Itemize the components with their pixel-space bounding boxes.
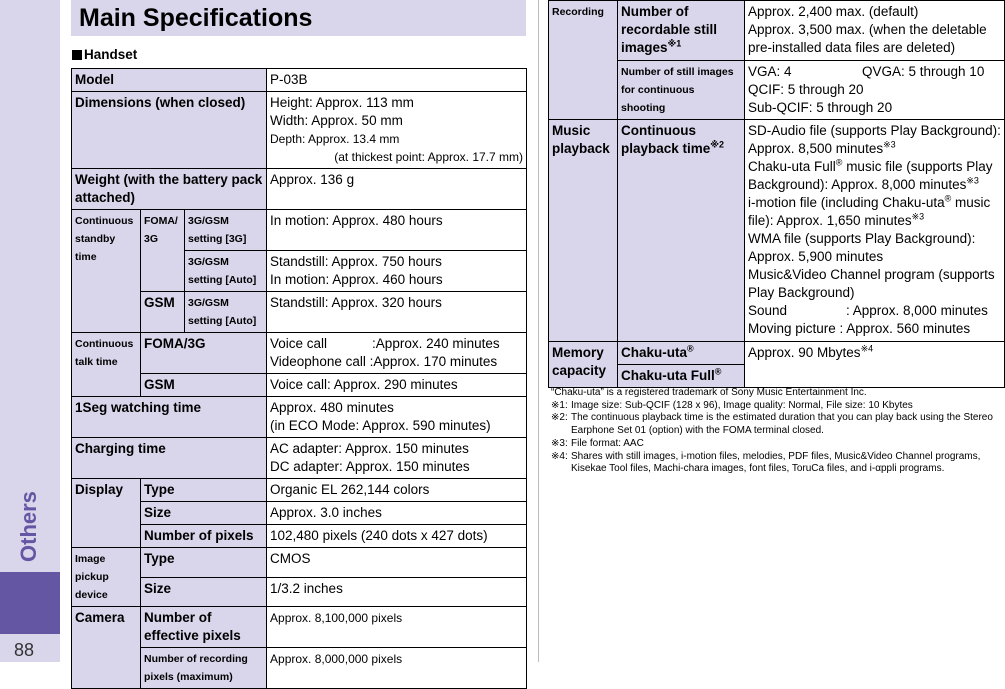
table-row — [72, 577, 527, 607]
table-row — [72, 548, 527, 578]
spec-sublabel — [618, 120, 745, 342]
spec-sublabel: FOMA/3G — [141, 333, 267, 374]
spec-label: Music playback — [549, 120, 618, 342]
rec-vga: VGA: 4 — [748, 64, 792, 79]
music-chaku-full — [748, 158, 1001, 194]
footnote — [551, 400, 1004, 413]
spec-value — [267, 397, 527, 438]
spec-sublabel: GSM — [141, 292, 185, 333]
chapter-sidebar — [0, 0, 60, 662]
rec-images-label: Number of recordable still images — [621, 4, 718, 55]
footnote-text: The continuous playback time is the estimated duration that you can play back using the Stereo Earphone Set 01 (option) with the FOMA terminal closed. — [571, 412, 993, 437]
spec-value — [745, 1, 1005, 61]
footnote-mark: ※3 — [911, 211, 925, 222]
spec-sublabel: Number of still images for continuous shooting — [618, 61, 745, 120]
dim-depth-thickest: (at thickest point: Approx. 17.7 mm) — [334, 150, 524, 164]
spec-label: Continuous standby time — [72, 210, 141, 333]
spec-value: Standstill: Approx. 320 hours — [267, 292, 527, 333]
handset-spec-table — [71, 68, 527, 689]
spec-sublabel: Number of recording pixels (maximum) — [141, 648, 267, 689]
footnote-key: ※1: — [551, 399, 568, 411]
spec-value — [745, 61, 1005, 120]
music-imotion-text2: music file): Approx. 1,650 minutes — [748, 195, 991, 228]
spec-label: Image pickup device — [72, 548, 141, 607]
music-imotion — [748, 194, 1001, 230]
table-row — [72, 438, 527, 479]
rec-default: Approx. 2,400 max. (default) — [748, 4, 919, 19]
title-bar — [71, 0, 526, 36]
footnote-key: ※3: — [551, 437, 568, 449]
spec-value: CMOS — [267, 548, 527, 578]
footnote — [551, 451, 1004, 476]
spec-label: Continuous talk time — [72, 333, 141, 397]
rec-qvga: QVGA: 5 through 10 — [862, 64, 985, 79]
footnote-text: Image size: Sub-QCIF (128 x 96), Image quality: Normal, File size: 10 Kbytes — [571, 399, 913, 411]
oneseg-value: Approx. 480 minutes — [270, 400, 394, 415]
music-cont-label: Continuous playback time — [621, 123, 711, 156]
footnote-key: ※2: — [551, 412, 568, 424]
chapter-tab — [0, 572, 60, 634]
table-row — [72, 69, 527, 92]
footnote-mark: ※4 — [860, 343, 874, 354]
spec-sublabel — [618, 342, 745, 365]
spec-sublabel: 3G/GSM setting [Auto] — [185, 292, 267, 333]
standby-in-motion: In motion: Approx. 460 hours — [270, 272, 443, 287]
spec-sublabel: 3G/GSM setting [3G] — [185, 210, 267, 251]
table-row — [549, 342, 1005, 365]
spec-value: Approx. 8,100,000 pixels — [267, 607, 527, 648]
spec-sublabel: FOMA/ 3G — [141, 210, 185, 292]
spec-label: Camera — [72, 607, 141, 689]
music-video-channel: Music&Video Channel program (supports Play Background) — [748, 267, 995, 300]
footnote-mark: ※1 — [667, 38, 682, 49]
registered-mark: ® — [835, 157, 843, 168]
chapter-label: Others — [16, 491, 41, 562]
section-heading — [72, 47, 137, 62]
footnotes — [551, 387, 1004, 476]
spec-value — [745, 342, 1005, 388]
spec-value — [745, 120, 1005, 342]
spec-value: Approx. 136 g — [267, 169, 527, 210]
spec-value: P-03B — [267, 69, 527, 92]
rec-subqcif: Sub-QCIF: 5 through 20 — [748, 100, 893, 115]
spec-label: Model — [72, 69, 267, 92]
table-row — [549, 61, 1005, 120]
spec-value: Approx. 3.0 inches — [267, 502, 527, 525]
table-row — [72, 648, 527, 689]
footnote — [551, 438, 1004, 451]
table-row — [549, 120, 1005, 342]
section-title: Handset — [84, 47, 138, 62]
spec-sublabel — [618, 1, 745, 61]
charging-dc: DC adapter: Approx. 150 minutes — [270, 459, 470, 474]
table-row — [72, 502, 527, 525]
spec-value — [267, 438, 527, 479]
table-row — [72, 607, 527, 648]
spec-value: 1/3.2 inches — [267, 577, 527, 607]
column-divider — [538, 0, 539, 662]
rec-vga-row — [748, 63, 1001, 81]
footnote-mark: ※3 — [883, 139, 896, 150]
registered-mark: ® — [714, 366, 722, 377]
footnote-mark: ※2 — [710, 139, 725, 150]
spec-value: Approx. 8,000,000 pixels — [267, 648, 527, 689]
chakuuta-full-label: Chaku-uta Full — [621, 368, 715, 383]
spec-label: Recording — [549, 1, 618, 120]
spec-sublabel: Type — [141, 548, 267, 578]
spec-label: 1Seg watching time — [72, 397, 267, 438]
music-wma: WMA file (supports Play Background): Approx. 5,900 minutes — [748, 231, 976, 264]
music-sound-label: Sound — [748, 303, 788, 318]
table-row — [72, 169, 527, 210]
rec-qcif: QCIF: 5 through 20 — [748, 82, 864, 97]
registered-mark: ® — [687, 343, 694, 354]
table-row — [72, 479, 527, 502]
trademark-note: “Chaku-uta” is a registered trademark of Sony Music Entertainment Inc. — [551, 387, 867, 398]
spec-sublabel: Type — [141, 479, 267, 502]
table-row — [72, 92, 527, 169]
standby-standstill: Standstill: Approx. 750 hours — [270, 254, 442, 269]
spec-sublabel: GSM — [141, 374, 267, 397]
spec-label: Display — [72, 479, 141, 548]
footnote-mark: ※3 — [966, 175, 979, 186]
spec-sublabel — [618, 365, 745, 388]
dim-depth: Depth: Approx. 13.4 mm — [270, 132, 400, 146]
music-sound-value: : Approx. 8,000 minutes — [846, 303, 988, 318]
spec-label: Charging time — [72, 438, 267, 479]
spec-label: Weight (with the battery pack attached) — [72, 169, 267, 210]
table-row — [72, 210, 527, 251]
spec-sublabel: 3G/GSM setting [Auto] — [185, 251, 267, 292]
spec-sublabel: Size — [141, 577, 267, 607]
spec-sublabel: Size — [141, 502, 267, 525]
table-row — [72, 397, 527, 438]
music-imotion-text: i-motion file (including Chaku-uta — [748, 195, 945, 210]
charging-ac: AC adapter: Approx. 150 minutes — [270, 441, 469, 456]
spec-value: 102,480 pixels (240 dots x 427 dots) — [267, 525, 527, 548]
chakuuta-label: Chaku-uta — [621, 345, 688, 360]
talk-voice: Voice call :Approx. 240 minutes — [270, 336, 500, 351]
spec-value — [267, 251, 527, 292]
table-row — [72, 525, 527, 548]
music-sd-text: SD-Audio file (supports Play Background): Approx. 8,500 minutes — [748, 123, 1001, 156]
table-row — [72, 292, 527, 333]
music-sound-row — [748, 302, 1001, 320]
spec-sublabel: Number of pixels — [141, 525, 267, 548]
spec-value — [267, 333, 527, 374]
memory-value: Approx. 90 Mbytes — [748, 345, 861, 360]
spec-value: In motion: Approx. 480 hours — [267, 210, 527, 251]
dim-width: Width: Approx. 50 mm — [270, 113, 403, 128]
handset-spec-table-continued — [548, 0, 1005, 388]
spec-label: Memory capacity — [549, 342, 618, 388]
music-chaku-text2: music file (supports Play Background): Approx. 8,000 minutes — [748, 159, 993, 192]
table-row — [72, 333, 527, 374]
music-moving-picture: Moving picture : Approx. 560 minutes — [748, 321, 971, 336]
music-sd-audio — [748, 122, 1001, 158]
music-chaku-text: Chaku-uta Full — [748, 159, 836, 174]
footnote-text: File format: AAC — [571, 437, 644, 449]
page-number: 88 — [14, 640, 35, 660]
spec-label: Dimensions (when closed) — [72, 92, 267, 169]
spec-sublabel: Number of effective pixels — [141, 607, 267, 648]
square-bullet-icon — [72, 50, 82, 60]
spec-value: Voice call: Approx. 290 minutes — [267, 374, 527, 397]
spec-value — [267, 92, 527, 169]
oneseg-eco-value: (in ECO Mode: Approx. 590 minutes) — [270, 418, 491, 433]
dim-height: Height: Approx. 113 mm — [270, 95, 414, 110]
table-row — [549, 1, 1005, 61]
page-title: Main Specifications — [79, 4, 313, 32]
registered-mark: ® — [944, 193, 952, 204]
rec-deleted: Approx. 3,500 max. (when the deletable pre-installed data files are deleted) — [748, 22, 987, 55]
footnote-key: ※4: — [551, 450, 568, 462]
talk-video: Videophone call :Approx. 170 minutes — [270, 354, 498, 369]
table-row — [72, 374, 527, 397]
footnote — [551, 412, 1004, 437]
spec-value: Organic EL 262,144 colors — [267, 479, 527, 502]
footnote-text: Shares with still images, i-motion files, melodies, PDF files, Music&Video Channel programs, Kisekae Tool files, Machi-chara images, font files, ToruCa files, and i-αppli programs. — [571, 450, 981, 475]
